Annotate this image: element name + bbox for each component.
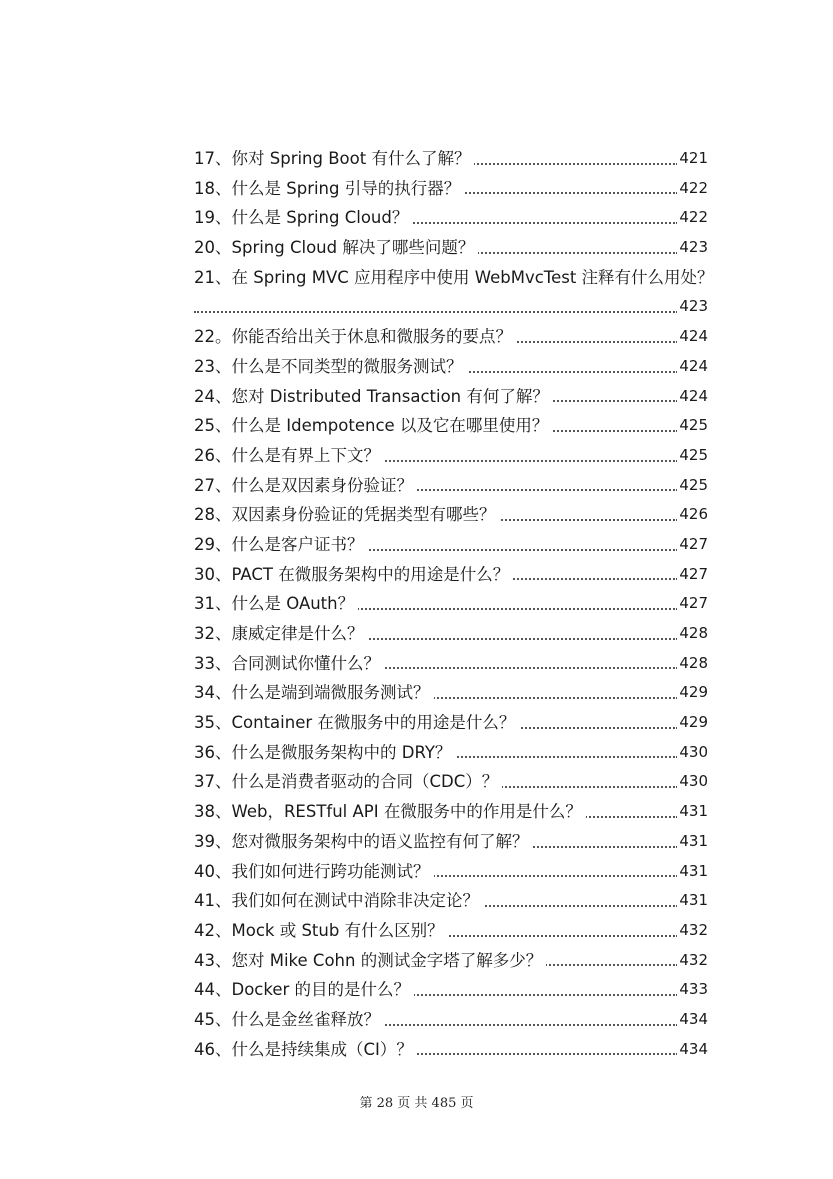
toc-entry-page: 432: [677, 916, 708, 946]
toc-entry[interactable]: [194, 530, 708, 560]
toc-entry-title: 39、您对微服务架构中的语义监控有何了解？: [194, 832, 533, 851]
toc-entry-title: 42、Mock 或 Stub 有什么区别？: [194, 921, 448, 940]
toc-entry[interactable]: [194, 500, 708, 530]
toc-entry-title: 17、你对 Spring Boot 有什么了解？: [194, 149, 474, 168]
toc-entry-title: 36、什么是微服务架构中的 DRY？: [194, 743, 455, 762]
toc-entry-title: 23、什么是不同类型的微服务测试？: [194, 357, 467, 376]
toc-entry-title: 33、合同测试你懂什么？: [194, 654, 384, 673]
toc-entry[interactable]: [194, 292, 708, 322]
toc-entry[interactable]: [194, 827, 708, 857]
toc-entry-page: 425: [677, 441, 708, 471]
toc-entry-page: 431: [677, 857, 708, 887]
toc-entry[interactable]: [194, 174, 708, 204]
toc-entry-page: 424: [677, 322, 708, 352]
toc-entry-title: 37、什么是消费者驱动的合同（CDC）？: [194, 772, 502, 791]
toc-entry-page: 422: [677, 174, 708, 204]
toc-entry-title: 43、您对 Mike Cohn 的测试金字塔了解多少？: [194, 951, 546, 970]
toc-entry-page: 432: [677, 946, 708, 976]
toc-entry-page: 433: [677, 975, 708, 1005]
toc-entry[interactable]: [194, 471, 708, 501]
toc-entry-title: 25、什么是 Idempotence 以及它在哪里使用？: [194, 416, 552, 435]
toc-entry[interactable]: [194, 797, 708, 827]
toc-entry-title: 38、Web，RESTful API 在微服务中的作用是什么？: [194, 802, 586, 821]
toc-entry[interactable]: [194, 767, 708, 797]
toc-entry-page: 424: [677, 382, 708, 412]
toc-entry-title: 21、在 Spring MVC 应用程序中使用 WebMvcTest 注释有什么用处？: [194, 268, 718, 287]
toc-entry-page: 424: [677, 352, 708, 382]
toc-entry-title: 35、Container 在微服务中的用途是什么？: [194, 713, 519, 732]
toc-entry[interactable]: [194, 975, 708, 1005]
page-footer: 第 28 页 共 485 页: [359, 1096, 474, 1111]
toc-entry-page: 431: [677, 827, 708, 857]
toc-entry-page: 434: [677, 1035, 708, 1065]
toc-entry[interactable]: [194, 649, 708, 679]
toc-entry-title: 31、什么是 OAuth？: [194, 594, 358, 613]
toc-entry[interactable]: [194, 1035, 708, 1065]
toc-entry-page: 429: [677, 678, 708, 708]
toc-entry-page: 430: [677, 767, 708, 797]
toc-entry-title: 45、什么是金丝雀释放？: [194, 1010, 384, 1029]
toc-entry[interactable]: [194, 857, 708, 887]
toc-entry-page: 430: [677, 738, 708, 768]
toc-entry[interactable]: [194, 441, 708, 471]
toc-entry-title: 41、我们如何在测试中消除非决定论？: [194, 891, 483, 910]
toc-entry[interactable]: [194, 560, 708, 590]
toc-entry[interactable]: [194, 946, 708, 976]
toc-entry-page: 431: [677, 797, 708, 827]
toc-entry[interactable]: [194, 411, 708, 441]
toc-entry-title: 19、什么是 Spring Cloud？: [194, 208, 412, 227]
toc-entry[interactable]: [194, 886, 708, 916]
table-of-contents: [194, 144, 714, 1064]
toc-entry-page: 428: [677, 649, 708, 679]
toc-entry[interactable]: [194, 619, 708, 649]
toc-entry-title: 34、什么是端到端微服务测试？: [194, 683, 434, 702]
toc-entry[interactable]: [194, 382, 708, 412]
toc-entry[interactable]: [194, 352, 708, 382]
toc-entry-page: 427: [677, 589, 708, 619]
toc-entry-page: 423: [677, 292, 708, 322]
toc-entry-title: 28、双因素身份验证的凭据类型有哪些？: [194, 505, 500, 524]
toc-entry[interactable]: [194, 738, 708, 768]
toc-entry-page: 427: [677, 530, 708, 560]
toc-entry[interactable]: [194, 233, 708, 263]
toc-entry[interactable]: [194, 589, 708, 619]
toc-entry[interactable]: [194, 203, 708, 233]
toc-entry-page: 431: [677, 886, 708, 916]
toc-entry-title: 44、Docker 的目的是什么？: [194, 980, 414, 999]
dot-leader: [194, 311, 678, 313]
toc-entry-title: 20、Spring Cloud 解决了哪些问题？: [194, 238, 478, 257]
toc-entry-page: 421: [677, 144, 708, 174]
toc-entry-title: 26、什么是有界上下文？: [194, 446, 384, 465]
toc-entry-title: 32、康威定律是什么？: [194, 624, 368, 643]
toc-entry[interactable]: [194, 263, 714, 293]
toc-entry-page: 425: [677, 411, 708, 441]
toc-entry-page: 434: [677, 1005, 708, 1035]
toc-entry[interactable]: [194, 916, 708, 946]
toc-entry-title: 24、您对 Distributed Transaction 有何了解？: [194, 387, 553, 406]
toc-entry[interactable]: [194, 1005, 708, 1035]
toc-entry-title: 18、什么是 Spring 引导的执行器？: [194, 179, 464, 198]
toc-entry-page: 422: [677, 203, 708, 233]
toc-entry[interactable]: [194, 322, 708, 352]
toc-entry-page: 427: [677, 560, 708, 590]
toc-entry-page: 425: [677, 471, 708, 501]
toc-entry-title: 30、PACT 在微服务架构中的用途是什么？: [194, 565, 513, 584]
toc-entry-title: 27、什么是双因素身份验证？: [194, 476, 417, 495]
toc-entry-title: 40、我们如何进行跨功能测试？: [194, 862, 434, 881]
toc-entry-title: 22。你能否给出关于休息和微服务的要点？: [194, 327, 516, 346]
toc-entry[interactable]: [194, 678, 708, 708]
toc-entry-page: 426: [677, 500, 708, 530]
toc-entry-page: 428: [677, 619, 708, 649]
toc-entry-page: 429: [677, 708, 708, 738]
toc-entry-page: 423: [677, 233, 708, 263]
toc-entry[interactable]: [194, 708, 708, 738]
toc-entry-title: 29、什么是客户证书？: [194, 535, 368, 554]
toc-entry-title: 46、什么是持续集成（CI）？: [194, 1040, 417, 1059]
toc-entry[interactable]: [194, 144, 708, 174]
